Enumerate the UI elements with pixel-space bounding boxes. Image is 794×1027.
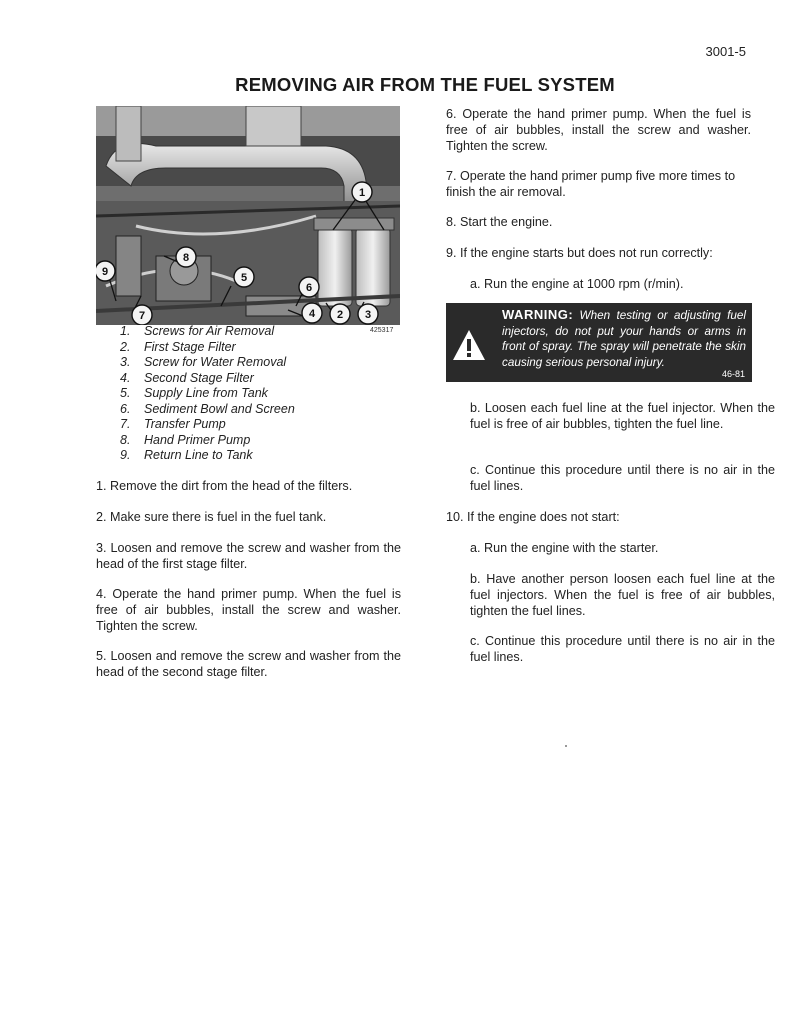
step-10c: c. Continue this procedure until there is no air in the fuel lines. bbox=[470, 634, 775, 664]
step-3: 3. Loosen and remove the screw and washer from the head of the first stage filter. bbox=[96, 541, 401, 571]
warning-label: WARNING: bbox=[502, 307, 574, 322]
svg-text:6: 6 bbox=[305, 282, 313, 294]
engine-photo-illustration bbox=[96, 106, 400, 325]
step-4: 4. Operate the hand primer pump. When the fuel is free of air bubbles, install the screw and washer. Tighten the screw. bbox=[96, 587, 401, 633]
step-6: 6. Operate the hand primer pump. When the fuel is free of air bubbles, install the screw and washer. Tighten the screw. bbox=[446, 107, 751, 153]
svg-text:9: 9 bbox=[101, 266, 109, 278]
step-9c: c. Continue this procedure until there is no air in the fuel lines. bbox=[470, 463, 775, 493]
legend-item: 3. Screw for Water Removal bbox=[120, 355, 287, 369]
svg-text:2: 2 bbox=[336, 309, 344, 321]
svg-text:5: 5 bbox=[240, 272, 248, 284]
step-10: 10. If the engine does not start: bbox=[446, 510, 620, 524]
step-1: 1. Remove the dirt from the head of the filters. bbox=[96, 479, 353, 493]
step-7: 7. Operate the hand primer pump five more times to finish the air removal. bbox=[446, 169, 736, 199]
step-2: 2. Make sure there is fuel in the fuel tank. bbox=[96, 510, 327, 524]
legend-item: 5. Supply Line from Tank bbox=[120, 386, 268, 400]
warning-text: When testing or adjusting fuel injectors, do not put your hands or arms in front of spray. The spray will penetrate the skin causing serious personal injury. bbox=[502, 309, 746, 369]
step-9a: a. Run the engine at 1000 rpm (r/min). bbox=[470, 277, 684, 291]
step-10a: a. Run the engine with the starter. bbox=[470, 541, 659, 555]
legend-item: 1. Screws for Air Removal bbox=[120, 324, 275, 338]
svg-text:1: 1 bbox=[358, 187, 366, 199]
figure-id: 425317 bbox=[370, 327, 394, 334]
legend-item: 6. Sediment Bowl and Screen bbox=[120, 401, 295, 416]
legend-item: 7. Transfer Pump bbox=[120, 417, 226, 431]
step-10b: b. Have another person loosen each fuel line at the fuel injectors. When the fuel is free of air bubbles, tighten the fuel lines. bbox=[470, 572, 775, 618]
warning-code: 46-81 bbox=[721, 369, 745, 379]
page-title: REMOVING AIR FROM THE FUEL SYSTEM bbox=[235, 74, 615, 95]
svg-text:7: 7 bbox=[138, 310, 146, 322]
figure-legend bbox=[120, 324, 295, 464]
step-8: 8. Start the engine. bbox=[446, 215, 553, 229]
step-9b: b. Loosen each fuel line at the fuel injector. When the fuel is free of air bubbles, tighten the fuel line. bbox=[470, 401, 775, 431]
callout-2 bbox=[330, 304, 350, 324]
callout-6 bbox=[299, 277, 319, 297]
step-9: 9. If the engine starts but does not run correctly: bbox=[446, 246, 713, 260]
svg-text:4: 4 bbox=[308, 308, 316, 320]
callout-4 bbox=[302, 303, 322, 323]
warning-text-block bbox=[502, 307, 746, 370]
callout-3 bbox=[358, 304, 378, 324]
svg-text:8: 8 bbox=[182, 252, 190, 264]
legend-item: 4. Second Stage Filter bbox=[120, 370, 254, 385]
callout-9 bbox=[96, 261, 115, 281]
warning-triangle-icon bbox=[452, 329, 486, 361]
callout-5 bbox=[234, 267, 254, 287]
callout-1 bbox=[352, 182, 372, 202]
legend-item: 9. Return Line to Tank bbox=[120, 448, 253, 462]
legend-item: 2. First Stage Filter bbox=[120, 339, 236, 354]
scan-speck bbox=[565, 745, 567, 747]
legend-item: 8. Hand Primer Pump bbox=[120, 432, 251, 447]
callout-8 bbox=[176, 247, 196, 267]
step-5: 5. Loosen and remove the screw and washer from the head of the second stage filter. bbox=[96, 649, 401, 679]
engine-photo bbox=[96, 106, 400, 325]
callout-7 bbox=[132, 305, 152, 325]
svg-text:3: 3 bbox=[364, 309, 372, 321]
warning-box bbox=[446, 303, 752, 382]
page-number: 3001-5 bbox=[705, 44, 746, 59]
